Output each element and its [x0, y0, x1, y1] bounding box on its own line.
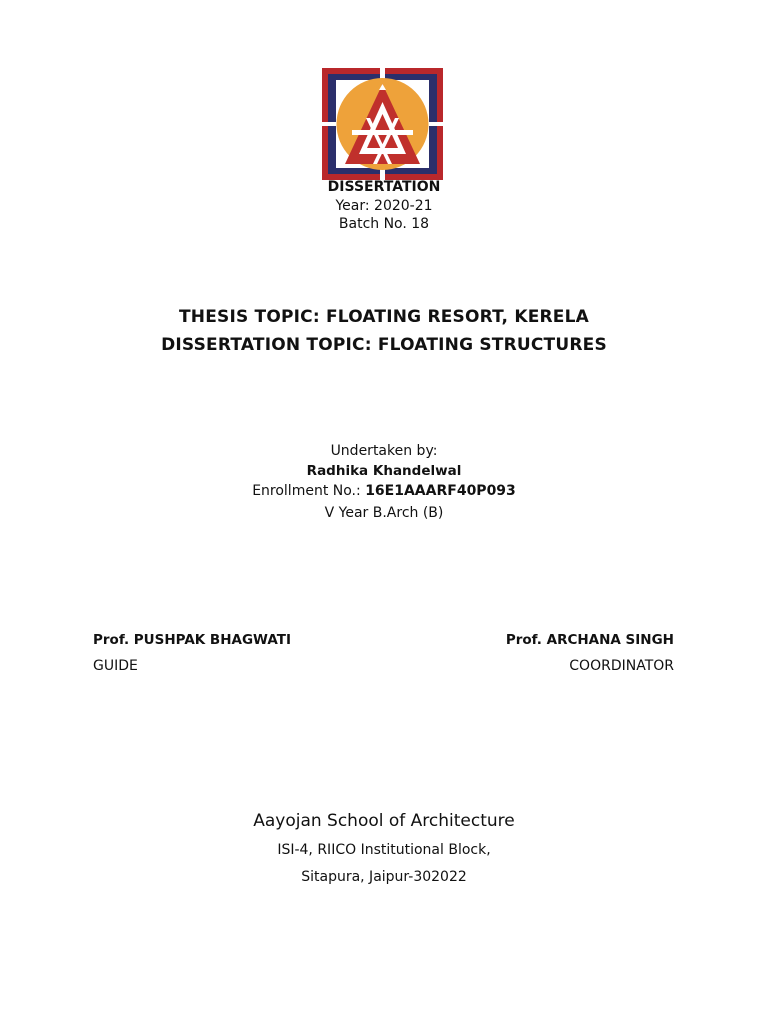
document-type-label: DISSERTATION [327, 179, 441, 195]
undertaken-by-label: Undertaken by: [330, 443, 438, 459]
coordinator-name: Prof. ARCHANA SINGH [505, 632, 674, 648]
academic-year: Year: 2020-21 [335, 198, 433, 214]
enrollment-line [0, 483, 768, 499]
school-address-line-1: ISI-4, RIICO Institutional Block, [277, 842, 491, 858]
student-class: V Year B.Arch (B) [324, 505, 444, 521]
coordinator-role: COORDINATOR [569, 658, 674, 674]
school-address-line-2: Sitapura, Jaipur-302022 [301, 869, 467, 885]
dissertation-topic: DISSERTATION TOPIC: FLOATING STRUCTURES [161, 335, 607, 355]
student-name: Radhika Khandelwal [306, 463, 462, 479]
school-name: Aayojan School of Architecture [253, 811, 515, 831]
guide-role: GUIDE [93, 658, 138, 674]
thesis-topic: THESIS TOPIC: FLOATING RESORT, KERELA [178, 307, 590, 327]
batch-number: Batch No. 18 [338, 216, 430, 232]
school-emblem-icon [322, 68, 443, 180]
enrollment-label: Enrollment No.: [252, 483, 361, 499]
guide-name: Prof. PUSHPAK BHAGWATI [93, 632, 291, 648]
enrollment-number: 16E1AAARF40P093 [365, 483, 516, 499]
